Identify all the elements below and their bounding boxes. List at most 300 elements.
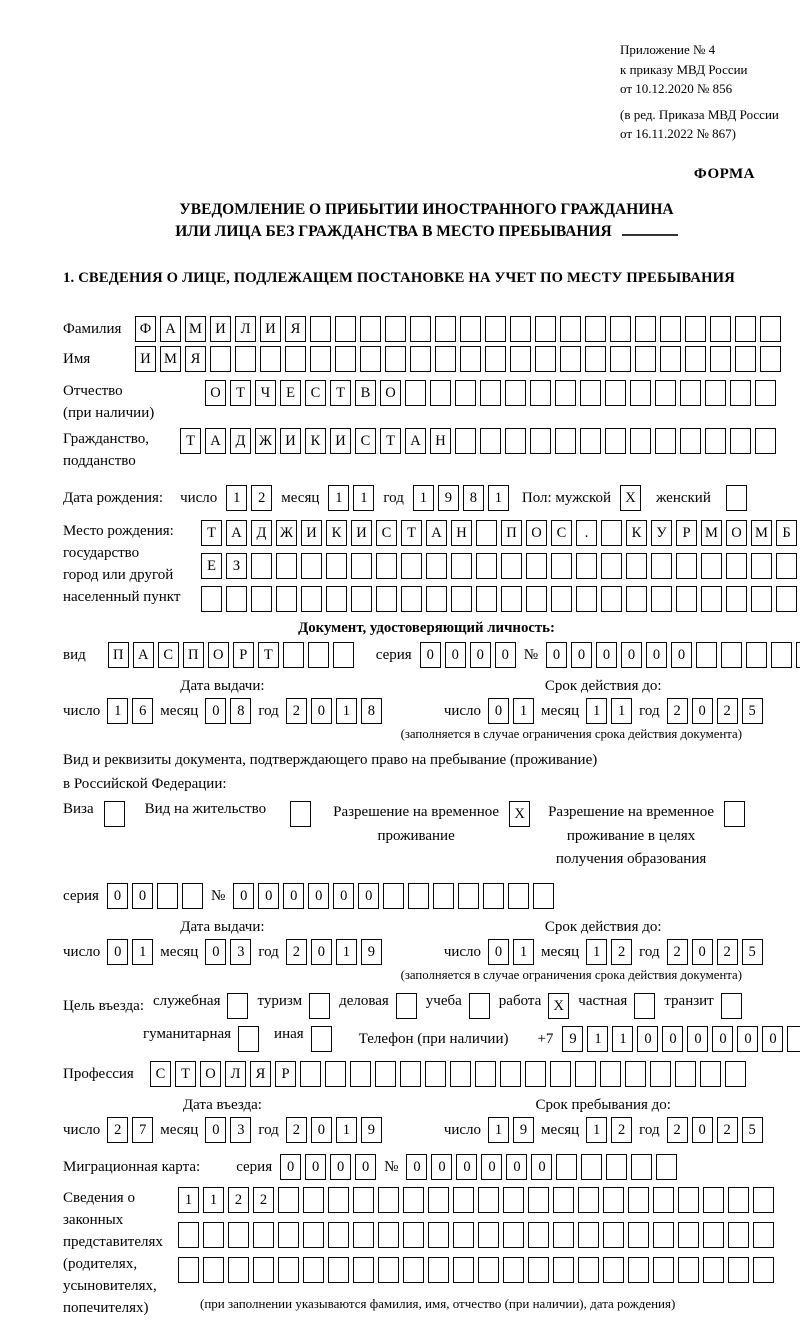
char-cell[interactable]	[483, 883, 504, 909]
char-cell[interactable]	[776, 553, 797, 579]
char-cell[interactable]	[378, 1257, 399, 1283]
purpose-tourism-checkbox[interactable]	[309, 993, 330, 1019]
char-cell[interactable]: 0	[431, 1154, 452, 1180]
char-cell[interactable]	[676, 586, 697, 612]
char-cell[interactable]	[753, 1187, 774, 1213]
char-cell[interactable]	[605, 428, 626, 454]
char-cell[interactable]: 8	[463, 485, 484, 511]
char-cell[interactable]	[360, 346, 381, 372]
char-cell[interactable]: 2	[667, 698, 688, 724]
char-cell[interactable]: А	[160, 316, 181, 342]
char-cell[interactable]	[551, 586, 572, 612]
char-cell[interactable]: Ф	[135, 316, 156, 342]
char-cell[interactable]	[705, 380, 726, 406]
char-cell[interactable]	[476, 520, 497, 546]
char-cell[interactable]	[628, 1257, 649, 1283]
char-cell[interactable]	[451, 586, 472, 612]
char-cell[interactable]: 3	[230, 939, 251, 965]
char-cell[interactable]	[157, 883, 178, 909]
char-cell[interactable]	[403, 1257, 424, 1283]
char-cell[interactable]	[535, 316, 556, 342]
char-cell[interactable]	[685, 346, 706, 372]
char-cell[interactable]: Т	[258, 642, 279, 668]
char-cell[interactable]	[475, 1061, 496, 1087]
char-cell[interactable]	[630, 428, 651, 454]
char-cell[interactable]: 7	[132, 1117, 153, 1143]
char-cell[interactable]	[378, 1222, 399, 1248]
char-cell[interactable]: 9	[562, 1026, 583, 1052]
char-cell[interactable]: П	[183, 642, 204, 668]
char-cell[interactable]: 0	[333, 883, 354, 909]
char-cell[interactable]	[510, 346, 531, 372]
char-cell[interactable]	[601, 586, 622, 612]
char-cell[interactable]	[526, 553, 547, 579]
char-cell[interactable]	[401, 586, 422, 612]
char-cell[interactable]	[701, 586, 722, 612]
char-cell[interactable]	[430, 380, 451, 406]
char-cell[interactable]	[735, 316, 756, 342]
char-cell[interactable]	[425, 1061, 446, 1087]
char-cell[interactable]: М	[701, 520, 722, 546]
char-cell[interactable]	[333, 642, 354, 668]
purpose-business-checkbox[interactable]	[396, 993, 417, 1019]
char-cell[interactable]	[578, 1222, 599, 1248]
char-cell[interactable]: 9	[361, 1117, 382, 1143]
char-cell[interactable]	[510, 316, 531, 342]
char-cell[interactable]	[601, 553, 622, 579]
char-cell[interactable]	[710, 316, 731, 342]
char-cell[interactable]: М	[160, 346, 181, 372]
char-cell[interactable]	[626, 553, 647, 579]
char-cell[interactable]	[701, 553, 722, 579]
char-cell[interactable]	[721, 642, 742, 668]
char-cell[interactable]	[787, 1026, 800, 1052]
char-cell[interactable]: 0	[621, 642, 642, 668]
char-cell[interactable]	[503, 1257, 524, 1283]
char-cell[interactable]	[678, 1187, 699, 1213]
char-cell[interactable]: 2	[667, 1117, 688, 1143]
char-cell[interactable]	[353, 1187, 374, 1213]
char-cell[interactable]	[651, 553, 672, 579]
char-cell[interactable]	[603, 1187, 624, 1213]
char-cell[interactable]	[650, 1061, 671, 1087]
char-cell[interactable]	[210, 346, 231, 372]
female-checkbox[interactable]	[726, 485, 747, 511]
char-cell[interactable]	[728, 1257, 749, 1283]
char-cell[interactable]: Д	[230, 428, 251, 454]
char-cell[interactable]: 0	[662, 1026, 683, 1052]
char-cell[interactable]: 0	[406, 1154, 427, 1180]
char-cell[interactable]: 2	[251, 485, 272, 511]
char-cell[interactable]: 1	[132, 939, 153, 965]
char-cell[interactable]: 1	[203, 1187, 224, 1213]
char-cell[interactable]	[760, 346, 781, 372]
char-cell[interactable]	[235, 346, 256, 372]
char-cell[interactable]: 0	[692, 939, 713, 965]
char-cell[interactable]	[353, 1222, 374, 1248]
char-cell[interactable]: О	[200, 1061, 221, 1087]
char-cell[interactable]: 1	[413, 485, 434, 511]
char-cell[interactable]	[705, 428, 726, 454]
char-cell[interactable]: 0	[687, 1026, 708, 1052]
char-cell[interactable]: Т	[201, 520, 222, 546]
char-cell[interactable]	[383, 883, 404, 909]
char-cell[interactable]: П	[501, 520, 522, 546]
char-cell[interactable]	[753, 1257, 774, 1283]
char-cell[interactable]	[201, 586, 222, 612]
char-cell[interactable]	[476, 553, 497, 579]
char-cell[interactable]: 0	[596, 642, 617, 668]
char-cell[interactable]	[360, 316, 381, 342]
char-cell[interactable]	[726, 586, 747, 612]
char-cell[interactable]	[728, 1222, 749, 1248]
char-cell[interactable]	[480, 428, 501, 454]
char-cell[interactable]	[625, 1061, 646, 1087]
char-cell[interactable]: 2	[611, 1117, 632, 1143]
char-cell[interactable]: 1	[513, 939, 534, 965]
purpose-humanitarian-checkbox[interactable]	[238, 1026, 259, 1052]
char-cell[interactable]	[675, 1061, 696, 1087]
char-cell[interactable]: 1	[587, 1026, 608, 1052]
char-cell[interactable]: П	[108, 642, 129, 668]
char-cell[interactable]	[310, 316, 331, 342]
char-cell[interactable]	[428, 1187, 449, 1213]
char-cell[interactable]: 0	[107, 883, 128, 909]
char-cell[interactable]: 0	[358, 883, 379, 909]
char-cell[interactable]	[435, 346, 456, 372]
char-cell[interactable]	[351, 553, 372, 579]
char-cell[interactable]	[528, 1222, 549, 1248]
char-cell[interactable]: 0	[258, 883, 279, 909]
char-cell[interactable]	[478, 1222, 499, 1248]
char-cell[interactable]	[601, 520, 622, 546]
char-cell[interactable]: В	[355, 380, 376, 406]
char-cell[interactable]	[328, 1257, 349, 1283]
char-cell[interactable]: Л	[235, 316, 256, 342]
char-cell[interactable]: 1	[178, 1187, 199, 1213]
char-cell[interactable]	[426, 586, 447, 612]
char-cell[interactable]	[253, 1257, 274, 1283]
purpose-private-checkbox[interactable]	[634, 993, 655, 1019]
temp-residence-checkbox[interactable]: X	[509, 801, 530, 827]
char-cell[interactable]	[455, 428, 476, 454]
char-cell[interactable]	[703, 1187, 724, 1213]
char-cell[interactable]	[551, 553, 572, 579]
char-cell[interactable]: 0	[233, 883, 254, 909]
char-cell[interactable]: И	[351, 520, 372, 546]
male-checkbox[interactable]: X	[620, 485, 641, 511]
char-cell[interactable]	[603, 1257, 624, 1283]
char-cell[interactable]: 1	[586, 698, 607, 724]
char-cell[interactable]: 1	[488, 485, 509, 511]
char-cell[interactable]: 2	[286, 939, 307, 965]
char-cell[interactable]: 5	[742, 1117, 763, 1143]
char-cell[interactable]	[526, 586, 547, 612]
char-cell[interactable]	[578, 1187, 599, 1213]
char-cell[interactable]	[353, 1257, 374, 1283]
char-cell[interactable]: 1	[336, 698, 357, 724]
char-cell[interactable]	[678, 1222, 699, 1248]
char-cell[interactable]: Е	[280, 380, 301, 406]
char-cell[interactable]: 2	[286, 698, 307, 724]
char-cell[interactable]: С	[158, 642, 179, 668]
char-cell[interactable]	[428, 1257, 449, 1283]
char-cell[interactable]	[476, 586, 497, 612]
purpose-transit-checkbox[interactable]	[721, 993, 742, 1019]
char-cell[interactable]	[328, 1187, 349, 1213]
char-cell[interactable]: Т	[180, 428, 201, 454]
char-cell[interactable]	[350, 1061, 371, 1087]
char-cell[interactable]: Я	[185, 346, 206, 372]
purpose-official-checkbox[interactable]	[227, 993, 248, 1019]
char-cell[interactable]	[710, 346, 731, 372]
char-cell[interactable]: 1	[336, 1117, 357, 1143]
char-cell[interactable]: Я	[250, 1061, 271, 1087]
char-cell[interactable]	[501, 586, 522, 612]
char-cell[interactable]	[678, 1257, 699, 1283]
char-cell[interactable]: Р	[275, 1061, 296, 1087]
char-cell[interactable]: 1	[611, 698, 632, 724]
char-cell[interactable]: 0	[762, 1026, 783, 1052]
char-cell[interactable]: 2	[717, 1117, 738, 1143]
char-cell[interactable]	[535, 346, 556, 372]
char-cell[interactable]	[635, 346, 656, 372]
char-cell[interactable]	[530, 428, 551, 454]
char-cell[interactable]	[760, 316, 781, 342]
char-cell[interactable]	[405, 380, 426, 406]
char-cell[interactable]	[555, 380, 576, 406]
char-cell[interactable]: 1	[328, 485, 349, 511]
char-cell[interactable]: 1	[488, 1117, 509, 1143]
char-cell[interactable]	[378, 1187, 399, 1213]
char-cell[interactable]	[376, 586, 397, 612]
char-cell[interactable]: О	[205, 380, 226, 406]
char-cell[interactable]: А	[205, 428, 226, 454]
char-cell[interactable]: 0	[205, 698, 226, 724]
char-cell[interactable]	[528, 1187, 549, 1213]
char-cell[interactable]	[610, 346, 631, 372]
char-cell[interactable]: О	[726, 520, 747, 546]
char-cell[interactable]: И	[135, 346, 156, 372]
char-cell[interactable]	[660, 316, 681, 342]
char-cell[interactable]	[303, 1187, 324, 1213]
char-cell[interactable]	[410, 316, 431, 342]
char-cell[interactable]	[385, 346, 406, 372]
char-cell[interactable]: С	[305, 380, 326, 406]
char-cell[interactable]	[555, 428, 576, 454]
char-cell[interactable]	[653, 1222, 674, 1248]
char-cell[interactable]: Т	[401, 520, 422, 546]
char-cell[interactable]: И	[301, 520, 322, 546]
char-cell[interactable]: У	[651, 520, 672, 546]
char-cell[interactable]	[655, 380, 676, 406]
char-cell[interactable]	[408, 883, 429, 909]
char-cell[interactable]: 0	[305, 1154, 326, 1180]
char-cell[interactable]	[703, 1257, 724, 1283]
char-cell[interactable]	[603, 1222, 624, 1248]
char-cell[interactable]: 0	[330, 1154, 351, 1180]
char-cell[interactable]	[560, 346, 581, 372]
char-cell[interactable]	[680, 380, 701, 406]
char-cell[interactable]: 0	[692, 698, 713, 724]
char-cell[interactable]	[728, 1187, 749, 1213]
char-cell[interactable]: 0	[692, 1117, 713, 1143]
char-cell[interactable]	[553, 1187, 574, 1213]
char-cell[interactable]: О	[526, 520, 547, 546]
char-cell[interactable]: С	[150, 1061, 171, 1087]
char-cell[interactable]	[253, 1222, 274, 1248]
char-cell[interactable]: 0	[132, 883, 153, 909]
char-cell[interactable]: 0	[311, 939, 332, 965]
char-cell[interactable]: Д	[251, 520, 272, 546]
char-cell[interactable]: 0	[308, 883, 329, 909]
char-cell[interactable]	[403, 1222, 424, 1248]
char-cell[interactable]: 0	[571, 642, 592, 668]
char-cell[interactable]: 2	[286, 1117, 307, 1143]
char-cell[interactable]	[755, 428, 776, 454]
char-cell[interactable]: 1	[612, 1026, 633, 1052]
char-cell[interactable]: Р	[676, 520, 697, 546]
char-cell[interactable]	[301, 553, 322, 579]
char-cell[interactable]	[508, 883, 529, 909]
char-cell[interactable]: 0	[646, 642, 667, 668]
char-cell[interactable]: 0	[445, 642, 466, 668]
char-cell[interactable]	[426, 553, 447, 579]
char-cell[interactable]: 0	[107, 939, 128, 965]
char-cell[interactable]	[335, 346, 356, 372]
char-cell[interactable]	[326, 586, 347, 612]
char-cell[interactable]	[771, 642, 792, 668]
char-cell[interactable]: И	[210, 316, 231, 342]
char-cell[interactable]: Е	[201, 553, 222, 579]
char-cell[interactable]	[685, 316, 706, 342]
char-cell[interactable]: 0	[280, 1154, 301, 1180]
char-cell[interactable]	[528, 1257, 549, 1283]
char-cell[interactable]: 0	[531, 1154, 552, 1180]
char-cell[interactable]	[285, 346, 306, 372]
char-cell[interactable]	[653, 1257, 674, 1283]
char-cell[interactable]	[303, 1222, 324, 1248]
char-cell[interactable]: А	[405, 428, 426, 454]
char-cell[interactable]: 1	[586, 939, 607, 965]
char-cell[interactable]: Т	[175, 1061, 196, 1087]
char-cell[interactable]	[725, 1061, 746, 1087]
char-cell[interactable]	[301, 586, 322, 612]
char-cell[interactable]	[428, 1222, 449, 1248]
char-cell[interactable]	[460, 316, 481, 342]
char-cell[interactable]: Ж	[276, 520, 297, 546]
char-cell[interactable]	[560, 316, 581, 342]
char-cell[interactable]	[178, 1257, 199, 1283]
char-cell[interactable]: А	[426, 520, 447, 546]
char-cell[interactable]	[251, 553, 272, 579]
char-cell[interactable]	[251, 586, 272, 612]
char-cell[interactable]	[453, 1222, 474, 1248]
char-cell[interactable]: Л	[225, 1061, 246, 1087]
char-cell[interactable]: Т	[380, 428, 401, 454]
char-cell[interactable]	[628, 1222, 649, 1248]
char-cell[interactable]: Р	[233, 642, 254, 668]
char-cell[interactable]	[435, 316, 456, 342]
char-cell[interactable]: 0	[311, 1117, 332, 1143]
char-cell[interactable]: Н	[451, 520, 472, 546]
char-cell[interactable]	[656, 1154, 677, 1180]
char-cell[interactable]: 2	[717, 939, 738, 965]
char-cell[interactable]	[628, 1187, 649, 1213]
char-cell[interactable]	[630, 380, 651, 406]
char-cell[interactable]	[751, 553, 772, 579]
char-cell[interactable]	[453, 1257, 474, 1283]
char-cell[interactable]: 0	[546, 642, 567, 668]
char-cell[interactable]: И	[330, 428, 351, 454]
char-cell[interactable]	[455, 380, 476, 406]
char-cell[interactable]	[533, 883, 554, 909]
char-cell[interactable]: С	[355, 428, 376, 454]
char-cell[interactable]	[178, 1222, 199, 1248]
char-cell[interactable]	[226, 586, 247, 612]
char-cell[interactable]: 0	[481, 1154, 502, 1180]
char-cell[interactable]	[276, 586, 297, 612]
visa-checkbox[interactable]	[104, 801, 125, 827]
char-cell[interactable]: 1	[226, 485, 247, 511]
char-cell[interactable]	[530, 380, 551, 406]
char-cell[interactable]: З	[226, 553, 247, 579]
char-cell[interactable]: 0	[456, 1154, 477, 1180]
char-cell[interactable]: А	[133, 642, 154, 668]
char-cell[interactable]	[278, 1222, 299, 1248]
char-cell[interactable]: 2	[253, 1187, 274, 1213]
char-cell[interactable]	[326, 553, 347, 579]
char-cell[interactable]: 2	[717, 698, 738, 724]
char-cell[interactable]	[505, 380, 526, 406]
char-cell[interactable]: Б	[776, 520, 797, 546]
char-cell[interactable]	[655, 428, 676, 454]
char-cell[interactable]: 9	[361, 939, 382, 965]
char-cell[interactable]: .	[576, 520, 597, 546]
char-cell[interactable]	[503, 1222, 524, 1248]
char-cell[interactable]: 0	[470, 642, 491, 668]
char-cell[interactable]	[575, 1061, 596, 1087]
char-cell[interactable]: Н	[430, 428, 451, 454]
char-cell[interactable]	[576, 553, 597, 579]
char-cell[interactable]	[730, 428, 751, 454]
char-cell[interactable]: 0	[420, 642, 441, 668]
char-cell[interactable]	[600, 1061, 621, 1087]
char-cell[interactable]	[776, 586, 797, 612]
char-cell[interactable]	[310, 346, 331, 372]
char-cell[interactable]: А	[226, 520, 247, 546]
char-cell[interactable]: К	[326, 520, 347, 546]
char-cell[interactable]	[653, 1187, 674, 1213]
char-cell[interactable]	[580, 380, 601, 406]
char-cell[interactable]: 2	[228, 1187, 249, 1213]
purpose-other-checkbox[interactable]	[311, 1026, 332, 1052]
char-cell[interactable]	[680, 428, 701, 454]
char-cell[interactable]	[676, 553, 697, 579]
char-cell[interactable]	[735, 346, 756, 372]
char-cell[interactable]: 0	[495, 642, 516, 668]
char-cell[interactable]: 6	[132, 698, 153, 724]
char-cell[interactable]	[635, 316, 656, 342]
char-cell[interactable]	[755, 380, 776, 406]
char-cell[interactable]: Я	[285, 316, 306, 342]
char-cell[interactable]	[700, 1061, 721, 1087]
char-cell[interactable]	[478, 1187, 499, 1213]
char-cell[interactable]: 9	[513, 1117, 534, 1143]
char-cell[interactable]: 9	[438, 485, 459, 511]
char-cell[interactable]: Т	[230, 380, 251, 406]
char-cell[interactable]	[605, 380, 626, 406]
